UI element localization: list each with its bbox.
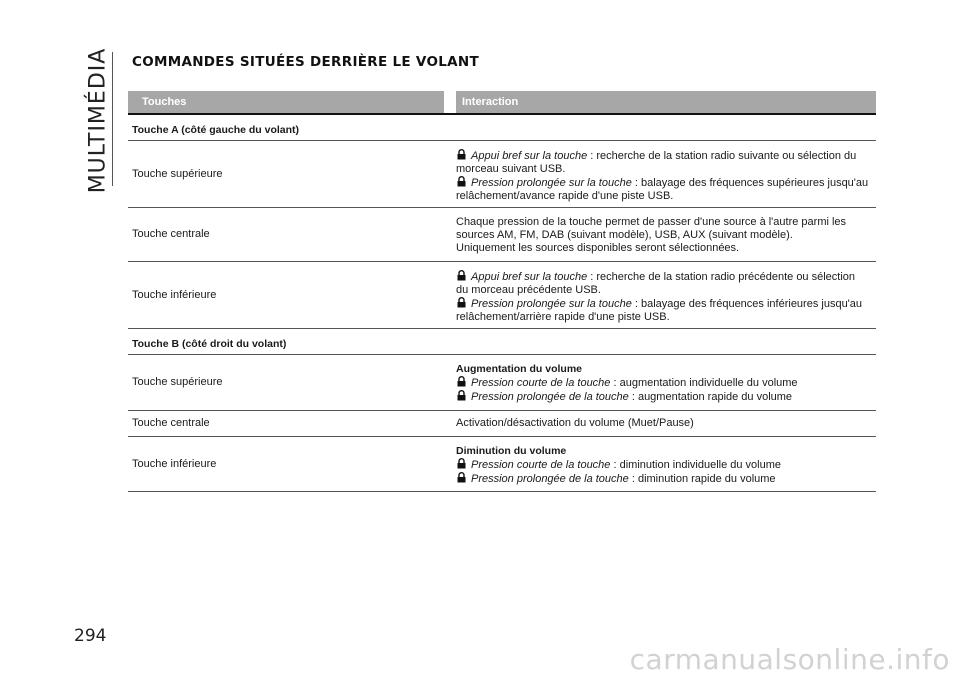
table-row xyxy=(128,437,876,492)
lock-icon xyxy=(456,297,467,308)
row-key: Touche supérieure xyxy=(132,376,223,388)
interaction-line xyxy=(456,376,870,390)
chapter-label xyxy=(80,47,116,193)
section-title: COMMANDES SITUÉES DERRIÈRE LE VOLANT xyxy=(132,54,479,70)
description: : augmentation rapide du volume xyxy=(628,391,793,403)
interaction-line xyxy=(456,229,870,242)
description: relâchement/arrière rapide d'une piste USB. xyxy=(456,311,670,323)
interaction-text xyxy=(456,149,870,203)
lock-icon xyxy=(456,376,467,387)
lock-icon xyxy=(456,472,467,483)
interaction-line xyxy=(456,311,870,324)
interaction-line xyxy=(456,163,870,176)
description: : balayage des fréquences inférieures jusqu'au xyxy=(631,298,863,310)
page-number: 294 xyxy=(74,626,107,646)
interaction-line: Diminution du volume xyxy=(456,445,567,457)
row-key: Touche centrale xyxy=(132,417,210,429)
press-type: Pression prolongée sur la touche xyxy=(471,298,632,310)
description: : balayage des fréquences supérieures jusqu'au xyxy=(631,177,869,189)
row-interaction xyxy=(456,355,876,410)
interaction-line xyxy=(456,270,870,284)
interaction-line xyxy=(456,390,870,404)
row-key: Touche centrale xyxy=(132,228,210,240)
interaction-line xyxy=(456,417,694,430)
description: : recherche de la station radio précédente ou sélection xyxy=(587,271,856,283)
table-row xyxy=(128,262,876,329)
description: : augmentation individuelle du volume xyxy=(610,377,798,389)
row-key: Touche inférieure xyxy=(132,457,217,470)
table-row xyxy=(128,208,876,262)
press-type: Pression prolongée sur la touche xyxy=(471,177,632,189)
group-row-a: Touche A (côté gauche du volant) xyxy=(128,115,876,141)
description: Activation/désactivation du volume (Muet/Pause) xyxy=(456,417,694,429)
press-type: Appui bref sur la touche xyxy=(471,150,588,162)
description: sources AM, FM, DAB (suivant modèle), USB, AUX (suivant modèle). xyxy=(456,229,793,241)
interaction-text xyxy=(456,216,870,255)
lock-icon xyxy=(456,270,467,281)
lock-icon xyxy=(456,149,467,160)
row-interaction xyxy=(456,411,876,436)
press-type: Appui bref sur la touche xyxy=(471,271,588,283)
description: Chaque pression de la touche permet de passer d'une source à l'autre parmi les xyxy=(456,216,847,228)
table-row xyxy=(128,411,876,437)
interaction-line xyxy=(456,297,870,311)
interaction-line xyxy=(456,190,870,203)
watermark: carmanualsonline.info xyxy=(629,643,950,676)
interaction-text xyxy=(456,417,694,430)
chapter-divider xyxy=(112,52,113,186)
interaction-line xyxy=(456,176,870,190)
row-key: Touche supérieure xyxy=(132,167,223,180)
header-touches: Touches xyxy=(128,91,444,113)
table-row xyxy=(128,141,876,208)
description: : diminution individuelle du volume xyxy=(610,459,782,471)
description: : diminution rapide du volume xyxy=(628,473,776,485)
description: du morceau précédente USB. xyxy=(456,284,601,296)
chapter-label-text: MULTIMÉDIA xyxy=(85,47,111,193)
interaction-line xyxy=(456,284,870,297)
description: Uniquement les sources disponibles seront sélectionnées. xyxy=(456,242,740,254)
interaction-line: Augmentation du volume xyxy=(456,363,582,375)
press-type: Pression prolongée de la touche xyxy=(471,473,629,485)
row-interaction xyxy=(456,141,876,207)
description: morceau suivant USB. xyxy=(456,163,566,175)
interaction-line xyxy=(456,242,870,255)
header-interaction: Interaction xyxy=(456,91,876,113)
interaction-text xyxy=(456,270,870,324)
press-type: Pression prolongée de la touche xyxy=(471,391,629,403)
lock-icon xyxy=(456,390,467,401)
interaction-line xyxy=(456,216,870,229)
press-type: Pression courte de la touche xyxy=(471,377,611,389)
table-header xyxy=(128,91,876,113)
interaction-line xyxy=(456,458,870,472)
press-type: Pression courte de la touche xyxy=(471,459,611,471)
group-row-b: Touche B (côté droit du volant) xyxy=(128,329,876,355)
controls-table xyxy=(128,91,876,492)
interaction-text xyxy=(456,445,870,486)
row-interaction xyxy=(456,262,876,328)
row-interaction xyxy=(456,437,876,491)
description: : recherche de la station radio suivante ou sélection du xyxy=(587,150,857,162)
interaction-line xyxy=(456,149,870,163)
table-row xyxy=(128,355,876,411)
lock-icon xyxy=(456,176,467,187)
lock-icon xyxy=(456,458,467,469)
row-interaction xyxy=(456,208,876,261)
interaction-text xyxy=(456,363,870,404)
description: relâchement/avance rapide d'une piste USB. xyxy=(456,190,674,202)
row-key: Touche inférieure xyxy=(132,288,217,301)
interaction-line xyxy=(456,472,870,486)
